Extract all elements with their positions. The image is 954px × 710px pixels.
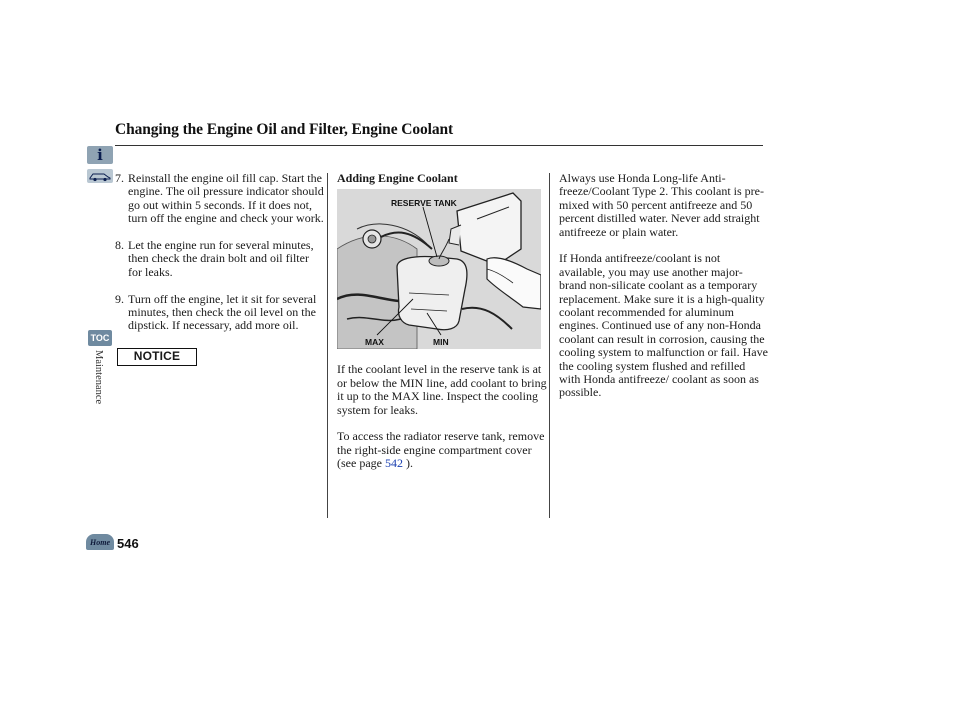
notice-link[interactable]: NOTICE <box>117 348 197 365</box>
max-label: MAX <box>365 337 384 348</box>
step-number: 9. <box>115 291 124 306</box>
min-label: MIN <box>433 337 449 348</box>
step-number: 7. <box>115 171 124 185</box>
column-divider <box>327 173 328 518</box>
column-left <box>115 172 325 366</box>
step-text: Turn off the engine, let it sit for several minutes, then check the oil level on the dipstick. If necessary, add more oil. <box>128 291 317 333</box>
reserve-tank-illustration <box>337 189 541 349</box>
step-text: Let the engine run for several minutes, then check the drain bolt and oil filter for leaks. <box>128 238 314 279</box>
section-heading: Adding Engine Coolant <box>337 171 458 185</box>
car-icon[interactable] <box>87 169 113 183</box>
paragraph-text: ). <box>402 456 413 471</box>
page-title: Changing the Engine Oil and Filter, Engine Coolant <box>115 121 454 138</box>
column-middle <box>337 172 549 484</box>
step-item <box>115 239 325 279</box>
info-icon[interactable]: i <box>87 146 113 164</box>
paragraph: If Honda antifreeze/coolant is not available, you may use another major-brand non-silicate coolant as a temporary replacement. Make sure it is a high-quality coolant recommended for aluminum engines. Continued use of any non-Honda coolant can result in corrosion, causing the cooling system to malfunction or fail. Have the cooling system flushed and refilled with Honda antifreeze/ coolant as soon as possible. <box>559 251 768 400</box>
page-number: 546 <box>117 536 139 551</box>
title-divider <box>115 145 763 146</box>
column-right <box>559 172 769 413</box>
step-text: Reinstall the engine oil fill cap. Start the engine. The oil pressure indicator should go out within 5 seconds. If it does not, turn off the engine and check your work. <box>128 171 324 226</box>
reserve-tank-label: RESERVE TANK <box>391 198 457 209</box>
paragraph <box>337 430 549 470</box>
paragraph: If the coolant level in the reserve tank is at or below the MIN line, add coolant to bring it up to the MAX line. Inspect the cooling system for leaks. <box>337 362 547 417</box>
step-item <box>115 293 325 333</box>
column-divider <box>549 173 550 518</box>
step-item <box>115 172 325 226</box>
section-label: Maintenance <box>93 350 104 405</box>
paragraph-text: To access the radiator reserve tank, remove the right-side engine compartment cover (see page <box>337 429 545 471</box>
step-number: 8. <box>115 238 124 253</box>
home-button[interactable]: Home <box>86 534 114 550</box>
page-link[interactable]: 542 <box>384 456 403 471</box>
toc-button[interactable]: TOC <box>88 330 112 346</box>
paragraph: Always use Honda Long-life Anti-freeze/Coolant Type 2. This coolant is pre-mixed with 50 percent antifreeze and 50 percent distilled water. Never add straight antifreeze or plain water. <box>559 171 764 239</box>
